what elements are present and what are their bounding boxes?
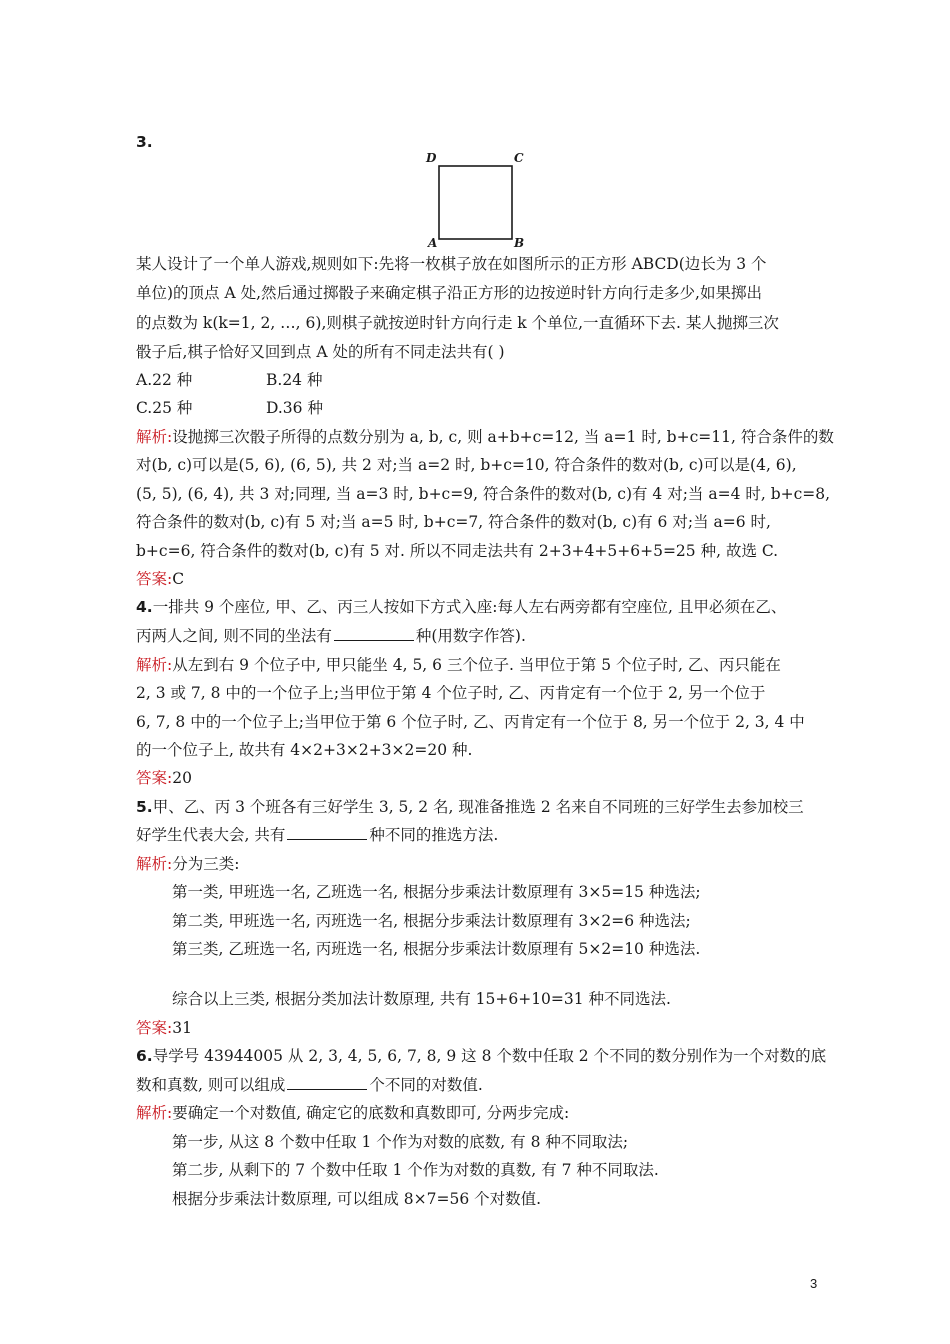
q3-analysis-line-5: b+c=6, 符合条件的数对(b, c)有 5 对. 所以不同走法共有 2+3+4+5+6+5=25 种, 故选 C. bbox=[136, 542, 779, 560]
q4-analysis-label: 解析: bbox=[136, 656, 173, 674]
q6-analysis-head: 要确定一个对数值, 确定它的底数和真数即可, 分两步完成: bbox=[172, 1104, 570, 1122]
q6-step-1: 第一步, 从这 8 个数中任取 1 个作为对数的底数, 有 8 种不同取法; bbox=[172, 1133, 629, 1151]
q6-analysis-line-1 bbox=[136, 1103, 816, 1123]
q5-answer-blank[interactable] bbox=[287, 825, 367, 840]
q6-stem-line-2 bbox=[136, 1075, 816, 1095]
vertex-d-label: D bbox=[426, 151, 437, 165]
q3-analysis-line-4: 符合条件的数对(b, c)有 5 对;当 a=5 时, b+c=7, 符合条件的数对(b, c)有 6 对;当 a=6 时, bbox=[136, 513, 771, 531]
q6-stem-text-1: 导学号 43944005 从 2, 3, 4, 5, 6, 7, 8, 9 这 8 个数中任取 2 个不同的数分别作为一个对数的底 bbox=[152, 1047, 827, 1065]
q5-stem-text-2: 好学生代表大会, 共有 bbox=[136, 826, 286, 844]
q3-analysis-line-2: 对(b, c)可以是(5, 6), (6, 5), 共 2 对;当 a=2 时, b+c=10, 符合条件的数对(b, c)可以是(4, 6), bbox=[136, 456, 797, 474]
q5-analysis-label: 解析: bbox=[136, 855, 173, 873]
q3-option-d: D.36 种 bbox=[266, 399, 323, 417]
q3-analysis-text-1: 设抛掷三次骰子所得的点数分别为 a, b, c, 则 a+b+c=12, 当 a=1 时, b+c=11, 符合条件的数 bbox=[172, 428, 834, 446]
q6-stem-text-3: 个不同的对数值. bbox=[369, 1076, 483, 1094]
q5-number: 5. bbox=[136, 798, 153, 816]
q3-stem-line-4: 骰子后,棋子恰好又回到点 A 处的所有不同走法共有( ) bbox=[136, 343, 505, 361]
q4-stem-line-1 bbox=[136, 597, 816, 617]
page-number: 3 bbox=[810, 1276, 818, 1291]
q4-answer-line bbox=[136, 768, 816, 788]
q3-option-c: C.25 种 bbox=[136, 399, 193, 417]
q4-analysis-line-2: 2, 3 或 7, 8 中的一个位子上;当甲位于第 4 个位子时, 乙、丙肯定有一个位于 2, 另一个位于 bbox=[136, 684, 766, 702]
vertex-a-label: A bbox=[428, 236, 438, 250]
q5-stem-text-1: 甲、乙、丙 3 个班各有三好学生 3, 5, 2 名, 现准备推选 2 名来自不同班的三好学生去参加校三 bbox=[152, 798, 804, 816]
q6-analysis-label: 解析: bbox=[136, 1104, 173, 1122]
q6-stem-line-1 bbox=[136, 1046, 827, 1066]
q6-step-3: 根据分步乘法计数原理, 可以组成 8×7=56 个对数值. bbox=[172, 1190, 542, 1208]
q5-stem-line-2 bbox=[136, 825, 816, 845]
q3-stem-line-2: 单位)的顶点 A 处,然后通过掷骰子来确定棋子沿正方形的边按逆时针方向行走多少,如果掷出 bbox=[136, 284, 762, 302]
q4-stem-line-2 bbox=[136, 626, 816, 646]
q5-answer-label: 答案: bbox=[136, 1019, 173, 1037]
q4-number: 4. bbox=[136, 598, 153, 616]
q4-answer-blank[interactable] bbox=[334, 626, 414, 641]
vertex-b-label: B bbox=[514, 236, 525, 250]
q3-analysis-label: 解析: bbox=[136, 428, 173, 446]
q3-options-row-1 bbox=[136, 370, 816, 390]
q3-answer-line bbox=[136, 569, 816, 589]
q5-answer-line bbox=[136, 1018, 816, 1038]
q5-step-3: 第三类, 乙班选一名, 丙班选一名, 根据分步乘法计数原理有 5×2=10 种选法. bbox=[172, 940, 701, 958]
q5-stem-text-3: 种不同的推选方法. bbox=[369, 826, 499, 844]
q6-answer-blank[interactable] bbox=[287, 1075, 367, 1090]
q6-stem-text-2: 数和真数, 则可以组成 bbox=[136, 1076, 286, 1094]
q3-option-a: A.22 种 bbox=[136, 371, 193, 389]
q6-number: 6. bbox=[136, 1047, 153, 1065]
q3-option-b: B.24 种 bbox=[266, 371, 323, 389]
q5-analysis-line-1 bbox=[136, 854, 816, 874]
q4-answer-label: 答案: bbox=[136, 769, 173, 787]
q4-answer-value: 20 bbox=[172, 769, 192, 787]
q5-stem-line-1 bbox=[136, 797, 816, 817]
q4-stem-text-1: 一排共 9 个座位, 甲、乙、丙三人按如下方式入座:每人左右两旁都有空座位, 且甲必须在乙、 bbox=[152, 598, 787, 616]
q3-stem-line-3: 的点数为 k(k=1, 2, …, 6),则棋子就按逆时针方向行走 k 个单位,一直循环下去. 某人抛掷三次 bbox=[136, 314, 779, 332]
q3-number: 3. bbox=[136, 133, 153, 151]
q5-analysis-head: 分为三类: bbox=[172, 855, 240, 873]
q4-stem-text-2: 丙两人之间, 则不同的坐法有 bbox=[136, 627, 332, 645]
q3-analysis-line-1 bbox=[136, 427, 834, 447]
q4-analysis-text-1: 从左到右 9 个位子中, 甲只能坐 4, 5, 6 三个位子. 当甲位于第 5 个位子时, 乙、丙只能在 bbox=[172, 656, 781, 674]
q5-step-1: 第一类, 甲班选一名, 乙班选一名, 根据分步乘法计数原理有 3×5=15 种选法; bbox=[172, 883, 701, 901]
vertex-c-label: C bbox=[514, 151, 524, 165]
q6-step-2: 第二步, 从剩下的 7 个数中任取 1 个作为对数的真数, 有 7 种不同取法. bbox=[172, 1161, 659, 1179]
q5-step-2: 第二类, 甲班选一名, 丙班选一名, 根据分步乘法计数原理有 3×2=6 种选法; bbox=[172, 912, 691, 930]
square-abcd-figure bbox=[420, 146, 530, 250]
q3-stem-line-1: 某人设计了一个单人游戏,规则如下:先将一枚棋子放在如图所示的正方形 ABCD(边长为 3 个 bbox=[136, 255, 767, 273]
q3-options-row-2 bbox=[136, 398, 816, 418]
q5-summary: 综合以上三类, 根据分类加法计数原理, 共有 15+6+10=31 种不同选法. bbox=[172, 990, 671, 1008]
q4-analysis-line-3: 6, 7, 8 中的一个位子上;当甲位于第 6 个位子时, 乙、丙肯定有一个位于 8, 另一个位于 2, 3, 4 中 bbox=[136, 713, 805, 731]
q4-analysis-line-1 bbox=[136, 655, 816, 675]
q3-answer-label: 答案: bbox=[136, 570, 173, 588]
q3-analysis-line-3: (5, 5), (6, 4), 共 3 对;同理, 当 a=3 时, b+c=9, 符合条件的数对(b, c)有 4 对;当 a=4 时, b+c=8, bbox=[136, 485, 831, 503]
q5-answer-value: 31 bbox=[172, 1019, 192, 1037]
q3-answer-value: C bbox=[172, 570, 185, 588]
q4-analysis-line-4: 的一个位子上, 故共有 4×2+3×2+3×2=20 种. bbox=[136, 741, 473, 759]
square-shape bbox=[439, 166, 512, 239]
q4-stem-text-3: 种(用数字作答). bbox=[415, 627, 526, 645]
